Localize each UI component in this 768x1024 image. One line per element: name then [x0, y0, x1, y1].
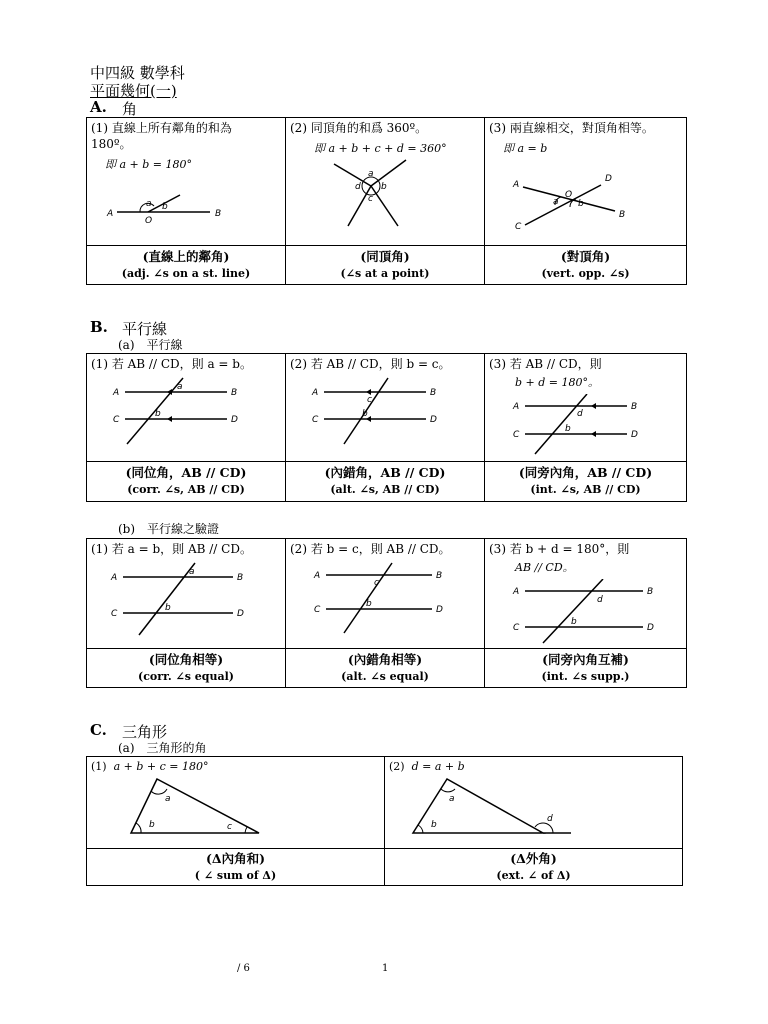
label-b: b — [571, 617, 577, 627]
angle-cell-2-text: (2) 同頂角的和爲 360º。 — [290, 121, 428, 135]
parallel-lines-table — [86, 353, 687, 502]
caption-int-supp-en: (int. ∠s supp.) — [541, 670, 630, 683]
label-c: c — [367, 395, 372, 405]
label-a: a — [146, 199, 152, 209]
alternate-angles-diagram — [306, 376, 476, 458]
triangle-cell-1-num: (1) — [91, 760, 107, 773]
section-b-sub-a: (a) 平行線 — [118, 338, 183, 352]
page-total: / 6 — [237, 963, 250, 974]
parallel-cell-3-text: (3) 若 AB // CD，則 — [489, 357, 602, 371]
section-c-sub-a: (a) 三角形的角 — [118, 741, 207, 755]
caption-corr-equal-en: (corr. ∠s equal) — [138, 670, 234, 683]
label-a: a — [553, 197, 559, 207]
label-O: O — [565, 190, 573, 200]
angle-cell-3-eq: 即 a = b — [503, 142, 548, 155]
caption-alt-en: (alt. ∠s, AB // CD) — [330, 483, 440, 496]
section-a-heading: 角 — [122, 100, 138, 118]
label-C: C — [113, 415, 120, 425]
label-D: D — [605, 174, 612, 184]
caption-corr: (同位角，AB // CD) — [125, 465, 247, 480]
document-subtitle: 平面幾何(一) — [90, 82, 177, 100]
caption-int: (同旁內角，AB // CD) — [518, 465, 653, 480]
caption-int-supp: (同旁內角互補) — [542, 652, 629, 667]
proof-cell-3-text: (3) 若 b + d = 180°，則 — [489, 542, 630, 556]
label-D: D — [647, 623, 654, 633]
triangle-cell-2-num: (2) — [389, 760, 405, 773]
page-number: 1 — [382, 963, 389, 974]
angle-cell-1 — [87, 118, 286, 246]
label-C: C — [515, 222, 522, 232]
label-B: B — [631, 402, 638, 412]
caption-ext-angle: (Δ外角) — [510, 851, 557, 866]
label-O: O — [145, 216, 153, 226]
label-B: B — [237, 573, 244, 583]
label-b: b — [366, 599, 372, 609]
section-c-heading: 三角形 — [122, 723, 168, 741]
vertically-opposite-angles-diagram — [505, 173, 680, 238]
label-b: b — [362, 409, 368, 419]
label-b: b — [165, 603, 171, 613]
angles-at-point-diagram — [326, 158, 446, 238]
section-b-letter: B. — [90, 318, 108, 336]
caption-vert-opp: (對頂角) — [560, 249, 611, 264]
label-d: d — [355, 182, 361, 192]
caption-int-en: (int. ∠s, AB // CD) — [530, 483, 641, 496]
label-B: B — [215, 209, 222, 219]
parallel-cell-1-text: (1) 若 AB // CD，則 a = b。 — [91, 357, 252, 371]
label-C: C — [513, 623, 520, 633]
angle-cell-3 — [485, 118, 687, 246]
label-D: D — [430, 415, 437, 425]
label-B: B — [231, 388, 238, 398]
angle-cell-2 — [286, 118, 485, 246]
label-c: c — [374, 578, 379, 588]
interior-supp-diagram — [507, 579, 677, 647]
label-a: a — [189, 567, 195, 577]
label-b: b — [431, 820, 437, 830]
caption-ext-angle-en: (ext. ∠ of Δ) — [496, 869, 571, 882]
corresponding-equal-diagram — [105, 561, 280, 645]
corresponding-angles-diagram — [107, 376, 277, 458]
label-A: A — [111, 573, 118, 583]
section-c-letter: C. — [90, 721, 107, 739]
section-a-letter: A. — [90, 98, 107, 116]
label-b: b — [155, 409, 161, 419]
label-B: B — [619, 210, 626, 220]
label-A: A — [513, 402, 520, 412]
label-b: b — [565, 424, 571, 434]
caption-angle-sum-en: ( ∠ sum of Δ) — [194, 869, 277, 882]
parallel-proof-table — [86, 538, 687, 688]
label-D: D — [231, 415, 238, 425]
section-a-table — [86, 117, 687, 285]
label-d: d — [577, 409, 583, 419]
angle-cell-1-eq: 即 a + b = 180° — [105, 158, 193, 171]
label-A: A — [314, 571, 321, 581]
caption-alt-equal: (內錯角相等) — [347, 652, 423, 667]
label-c: c — [368, 194, 373, 204]
triangle-cell-2-eq: d = a + b — [411, 760, 465, 773]
triangle-table — [86, 756, 683, 886]
label-a: a — [449, 794, 455, 804]
caption-at-point-en: (∠s at a point) — [340, 267, 430, 280]
section-b-heading: 平行線 — [122, 320, 168, 338]
label-a: a — [177, 382, 183, 392]
label-c: c — [227, 822, 232, 832]
label-A: A — [113, 388, 120, 398]
angle-cell-1-text: (1) 直線上所有鄰角的和為 180º。 — [91, 121, 232, 151]
label-a: a — [165, 794, 171, 804]
alternate-equal-diagram — [308, 561, 478, 645]
label-C: C — [314, 605, 321, 615]
label-d: d — [597, 595, 603, 605]
caption-angle-sum: (Δ內角和) — [205, 851, 266, 866]
label-C: C — [111, 609, 118, 619]
interior-angles-diagram — [507, 394, 677, 460]
caption-adjacent-en: (adj. ∠s on a st. line) — [121, 267, 251, 280]
proof-cell-1-text: (1) 若 a = b，則 AB // CD。 — [91, 542, 252, 556]
label-D: D — [436, 605, 443, 615]
label-a: a — [368, 169, 374, 179]
proof-cell-3-eq: AB // CD。 — [515, 561, 574, 574]
label-C: C — [312, 415, 319, 425]
caption-adjacent: (直線上的鄰角) — [142, 249, 230, 264]
caption-at-point: (同頂角) — [360, 249, 410, 264]
caption-alt-equal-en: (alt. ∠s equal) — [341, 670, 429, 683]
label-B: B — [430, 388, 437, 398]
label-D: D — [631, 430, 638, 440]
triangle-angle-sum-diagram — [117, 775, 277, 845]
angle-cell-3-text: (3) 兩直線相交，對頂角相等。 — [489, 121, 654, 135]
label-b: b — [149, 820, 155, 830]
label-A: A — [107, 209, 114, 219]
label-A: A — [513, 180, 520, 190]
proof-cell-2-text: (2) 若 b = c，則 AB // CD。 — [290, 542, 451, 556]
caption-vert-opp-en: (vert. opp. ∠s) — [541, 267, 630, 280]
parallel-cell-2-text: (2) 若 AB // CD，則 b = c。 — [290, 357, 451, 371]
label-b: b — [578, 199, 584, 209]
label-A: A — [312, 388, 319, 398]
label-B: B — [647, 587, 654, 597]
label-d: d — [547, 814, 553, 824]
parallel-cell-3-eq: b + d = 180°。 — [515, 376, 599, 389]
label-D: D — [237, 609, 244, 619]
triangle-cell-1-eq: a + b + c = 180° — [113, 760, 209, 773]
label-b: b — [381, 182, 387, 192]
caption-corr-equal: (同位角相等) — [148, 652, 224, 667]
caption-corr-en: (corr. ∠s, AB // CD) — [127, 483, 245, 496]
angle-cell-2-eq: 即 a + b + c + d = 360° — [314, 142, 447, 155]
adjacent-angles-diagram — [102, 190, 282, 240]
label-A: A — [513, 587, 520, 597]
label-b: b — [162, 202, 168, 212]
label-B: B — [436, 571, 443, 581]
document-title: 中四級 數學科 — [90, 64, 185, 82]
caption-alt: (內錯角，AB // CD) — [324, 465, 446, 480]
section-b-sub-b: (b) 平行線之驗證 — [118, 522, 220, 536]
label-C: C — [513, 430, 520, 440]
triangle-exterior-angle-diagram — [407, 775, 582, 845]
